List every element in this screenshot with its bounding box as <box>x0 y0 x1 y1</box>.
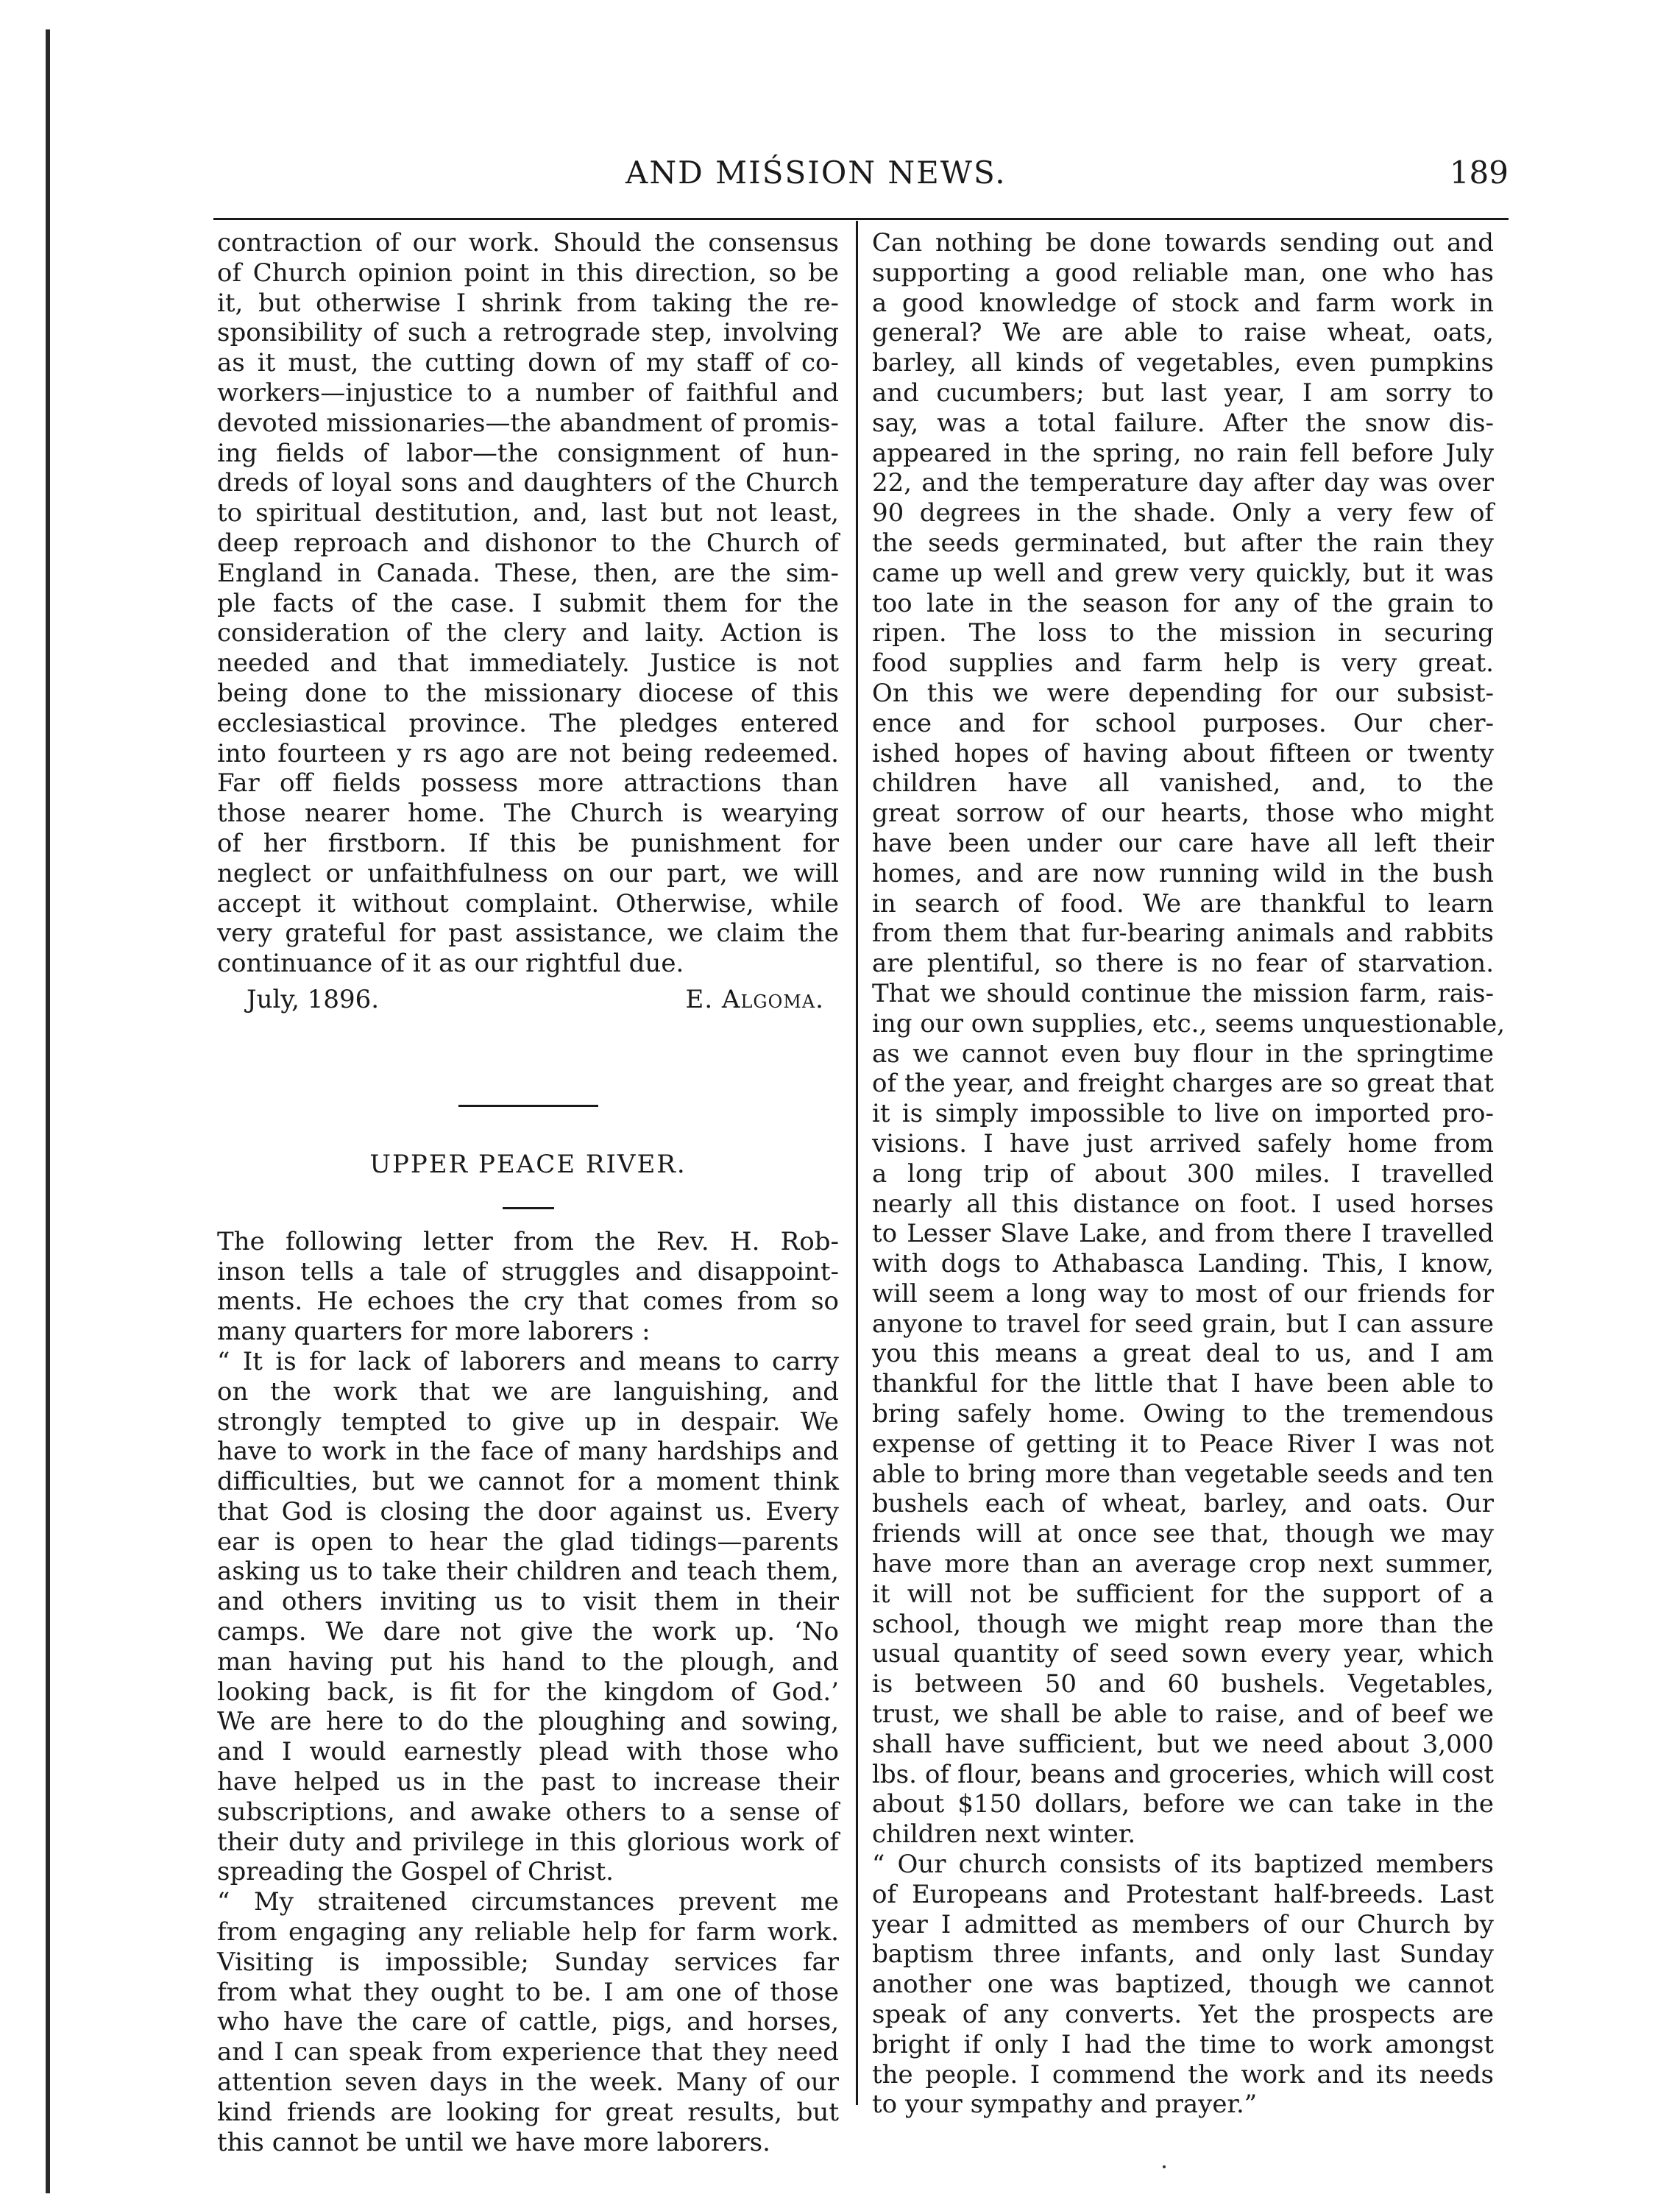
text-line: difficulties, but we cannot for a moment think <box>217 1467 839 1497</box>
text-line: the people. I commend the work and its needs <box>872 2059 1494 2090</box>
text-line: appeared in the spring, no rain fell before July <box>872 438 1494 468</box>
section-separator <box>458 1105 598 1107</box>
text-line: “ My straitened circumstances prevent me <box>217 1887 839 1917</box>
text-line: strongly tempted to give up in despair. We <box>217 1407 839 1437</box>
signoff-date: July, 1896. <box>247 984 380 1014</box>
text-line: bushels each of wheat, barley, and oats. Our <box>872 1489 1494 1519</box>
text-line: expense of getting it to Peace River I was not <box>872 1429 1494 1459</box>
text-line: that God is closing the door against us. Every <box>217 1496 839 1527</box>
text-line: attention seven days in the week. Many of our <box>217 2067 839 2098</box>
text-line: it, but otherwise I shrink from taking the re- <box>217 288 839 318</box>
column-rule <box>856 221 858 2105</box>
text-line: school, though we might reap more than the <box>872 1609 1494 1639</box>
text-line: will seem a long way to most of our friends for <box>872 1278 1494 1309</box>
text-line: thankful for the little that I have been able to <box>872 1369 1494 1399</box>
text-line: of Church opinion point in this direction, so be <box>217 258 839 288</box>
text-line: ecclesiastical province. The pledges entered <box>217 708 839 738</box>
text-line: from what they ought to be. I am one of those <box>217 1977 839 2007</box>
text-line: you this means a great deal to us, and I am <box>872 1339 1494 1369</box>
text-line: into fourteen y rs ago are not being redeemed. <box>217 738 839 768</box>
text-line: children have all vanished, and, to the <box>872 768 1494 799</box>
text-line: with dogs to Athabasca Landing. This, I know, <box>872 1249 1494 1279</box>
text-line: as we cannot even buy flour in the springtime <box>872 1039 1494 1069</box>
text-line: who have the care of cattle, pigs, and horses, <box>217 2007 839 2037</box>
text-line: and others inviting us to visit them in their <box>217 1587 839 1617</box>
text-line: camps. We dare not give the work up. ‘No <box>217 1617 839 1647</box>
text-line: ing our own supplies, etc., seems unquestionable, <box>872 1008 1506 1039</box>
text-line: of the year, and freight charges are so great that <box>872 1069 1494 1099</box>
text-line: ments. He echoes the cry that comes from so <box>217 1287 839 1317</box>
page-edge <box>46 29 50 2193</box>
text-line: 90 degrees in the shade. Only a very few of <box>872 498 1494 528</box>
heading-separator <box>503 1207 554 1209</box>
text-line: very grateful for past assistance, we claim the <box>217 919 839 949</box>
page-number: 189 <box>1449 155 1509 191</box>
text-line: devoted missionaries—the abandment of promis- <box>217 408 839 438</box>
text-line: workers—injustice to a number of faithful and <box>217 378 839 408</box>
signoff <box>217 985 839 1015</box>
left-column <box>217 228 839 2157</box>
text-line: and I can speak from experience that they need <box>217 2037 839 2067</box>
text-line: have more than an average crop next summer, <box>872 1549 1494 1579</box>
text-line: trust, we shall be able to raise, and of beef we <box>872 1699 1494 1730</box>
header-rule <box>213 218 1509 220</box>
text-line: friends will at once see that, though we may <box>872 1519 1494 1549</box>
text-line: to your sympathy and prayer.” <box>872 2090 1258 2120</box>
text-line: able to bring more than vegetable seeds and ten <box>872 1459 1494 1489</box>
text-line: barley, all kinds of vegetables, even pumpkins <box>872 348 1494 378</box>
text-line: in search of food. We are thankful to learn <box>872 888 1494 919</box>
text-line: inson tells a tale of struggles and disappoint- <box>217 1256 839 1287</box>
text-line: it is simply impossible to live on imported pro- <box>872 1099 1494 1129</box>
text-line: neglect or unfaithfulness on our part, we will <box>217 858 839 888</box>
text-line: kind friends are looking for great results, but <box>217 2097 839 2127</box>
text-line: this cannot be until we have more laborers. <box>217 2127 770 2157</box>
text-line: to spiritual destitution, and, last but not least, <box>217 498 839 528</box>
text-line: shall have sufficient, but we need about 3,000 <box>872 1729 1494 1759</box>
text-line: ished hopes of having about fifteen or twenty <box>872 738 1494 768</box>
text-line: as it must, the cutting down of my staff of co- <box>217 348 839 378</box>
text-line: of her firstborn. If this be punishment for <box>217 828 839 858</box>
text-line: a good knowledge of stock and farm work in <box>872 288 1494 318</box>
text-line: ence and for school purposes. Our cher- <box>872 708 1494 738</box>
text-line: ing fields of labor—the consignment of hun- <box>217 438 839 468</box>
text-line: ripen. The loss to the mission in securing <box>872 618 1494 648</box>
text-line: “ Our church consists of its baptized members <box>872 1850 1494 1880</box>
text-line: Can nothing be done towards sending out and <box>872 228 1494 258</box>
text-line: children next winter. <box>872 1819 1136 1850</box>
text-line: man having put his hand to the plough, and <box>217 1646 839 1677</box>
opening-paragraph <box>217 228 839 979</box>
text-line: nearly all this distance on foot. I used horses <box>872 1189 1494 1219</box>
section-heading: UPPER PEACE RIVER. <box>369 1149 687 1179</box>
text-line: have to work in the face of many hardships and <box>217 1437 839 1467</box>
text-line: That we should continue the mission farm, rais- <box>872 978 1494 1008</box>
text-line: from them that fur-bearing animals and rabbits <box>872 919 1494 949</box>
text-line: lbs. of flour, beans and groceries, which will cost <box>872 1759 1494 1789</box>
text-line: contraction of our work. Should the consensus <box>217 228 839 258</box>
text-line: consideration of the clery and laity. Action is <box>217 618 839 648</box>
text-line: of Europeans and Protestant half-breeds. Last <box>872 1879 1494 1909</box>
text-line: year I admitted as members of our Church by <box>872 1909 1494 1939</box>
text-line: The following letter from the Rev. H. Rob- <box>217 1226 839 1256</box>
ink-speck <box>1163 2165 1166 2168</box>
text-line: their duty and privilege in this glorious work of <box>217 1827 839 1857</box>
text-line: baptism three infants, and only last Sunday <box>872 1939 1494 1970</box>
text-line: to Lesser Slave Lake, and from there I travelled <box>872 1219 1494 1249</box>
text-line: On this we were depending for our subsist- <box>872 678 1494 708</box>
text-line: deep reproach and dishonor to the Church of <box>217 528 839 558</box>
text-line: ear is open to hear the glad tidings—parents <box>217 1527 839 1557</box>
text-line: are plentiful, so there is no fear of starvation. <box>872 949 1494 979</box>
text-line: another one was baptized, though we cannot <box>872 1970 1494 2000</box>
text-line: usual quantity of seed sown every year, which <box>872 1639 1494 1669</box>
right-column <box>872 228 1506 2120</box>
text-line: bright if only I had the time to work amongst <box>872 2029 1494 2059</box>
text-line: needed and that immediately. Justice is not <box>217 648 839 679</box>
text-line: being done to the missionary diocese of this <box>217 678 839 708</box>
text-line: spreading the Gospel of Christ. <box>217 1857 614 1887</box>
text-line: say, was a total failure. After the snow dis- <box>872 408 1494 438</box>
text-line: and I would earnestly plead with those who <box>217 1737 839 1767</box>
text-line: subscriptions, and awake others to a sense of <box>217 1797 839 1827</box>
text-line: looking back, is fit for the kingdom of God.’ <box>217 1677 839 1707</box>
text-line: and cucumbers; but last year, I am sorry to <box>872 378 1494 408</box>
text-line: those nearer home. The Church is wearying <box>217 799 839 829</box>
article-continuation <box>872 228 1506 2120</box>
text-line: about $150 dollars, before we can take in the <box>872 1789 1494 1819</box>
text-line: too late in the season for any of the grain to <box>872 588 1494 618</box>
text-line: a long trip of about 300 miles. I travelled <box>872 1158 1494 1189</box>
article-text <box>217 1227 839 2158</box>
text-line: anyone to travel for seed grain, but I can assure <box>872 1309 1494 1339</box>
running-title: AND MIŚSION NEWS. <box>625 155 1007 191</box>
text-line: general? We are able to raise wheat, oats, <box>872 318 1494 348</box>
text-line: many quarters for more laborers : <box>217 1317 651 1347</box>
text-line: supporting a good reliable man, one who has <box>872 258 1494 288</box>
text-line: homes, and are now running wild in the bush <box>872 858 1494 888</box>
text-line: have been under our care have all left their <box>872 828 1494 858</box>
text-line: dreds of loyal sons and daughters of the Church <box>217 468 839 498</box>
running-head <box>213 155 1509 206</box>
text-line: bring safely home. Owing to the tremendous <box>872 1399 1494 1429</box>
text-line: the seeds germinated, but after the rain they <box>872 528 1494 558</box>
text-line: sponsibility of such a retrograde step, involving <box>217 318 839 348</box>
text-line: asking us to take their children and teach them, <box>217 1557 839 1587</box>
text-line: England in Canada. These, then, are the sim- <box>217 558 839 588</box>
signoff-author: E. Algoma. <box>685 984 824 1014</box>
text-line: Visiting is impossible; Sunday services far <box>217 1947 839 1977</box>
text-line: 22, and the temperature day after day was over <box>872 468 1494 498</box>
text-line: from engaging any reliable help for farm work. <box>217 1917 839 1948</box>
text-line: speak of any converts. Yet the prospects are <box>872 2000 1494 2030</box>
text-line: visions. I have just arrived safely home from <box>872 1128 1494 1158</box>
text-line: accept it without complaint. Otherwise, while <box>217 888 839 919</box>
text-line: Far off fields possess more attractions than <box>217 768 839 799</box>
text-line: ple facts of the case. I submit them for the <box>217 588 839 618</box>
text-line: came up well and grew very quickly, but it was <box>872 558 1494 588</box>
text-line: “ It is for lack of laborers and means to carry <box>217 1346 839 1376</box>
text-line: it will not be sufficient for the support of a <box>872 1579 1494 1609</box>
text-line: on the work that we are languishing, and <box>217 1376 839 1407</box>
text-line: We are here to do the ploughing and sowing, <box>217 1707 839 1737</box>
text-line: have helped us in the past to increase their <box>217 1767 839 1797</box>
text-line: continuance of it as our rightful due. <box>217 949 684 979</box>
text-line: great sorrow of our hearts, those who might <box>872 799 1494 829</box>
text-line: is between 50 and 60 bushels. Vegetables, <box>872 1669 1494 1699</box>
text-line: food supplies and farm help is very great. <box>872 648 1494 679</box>
